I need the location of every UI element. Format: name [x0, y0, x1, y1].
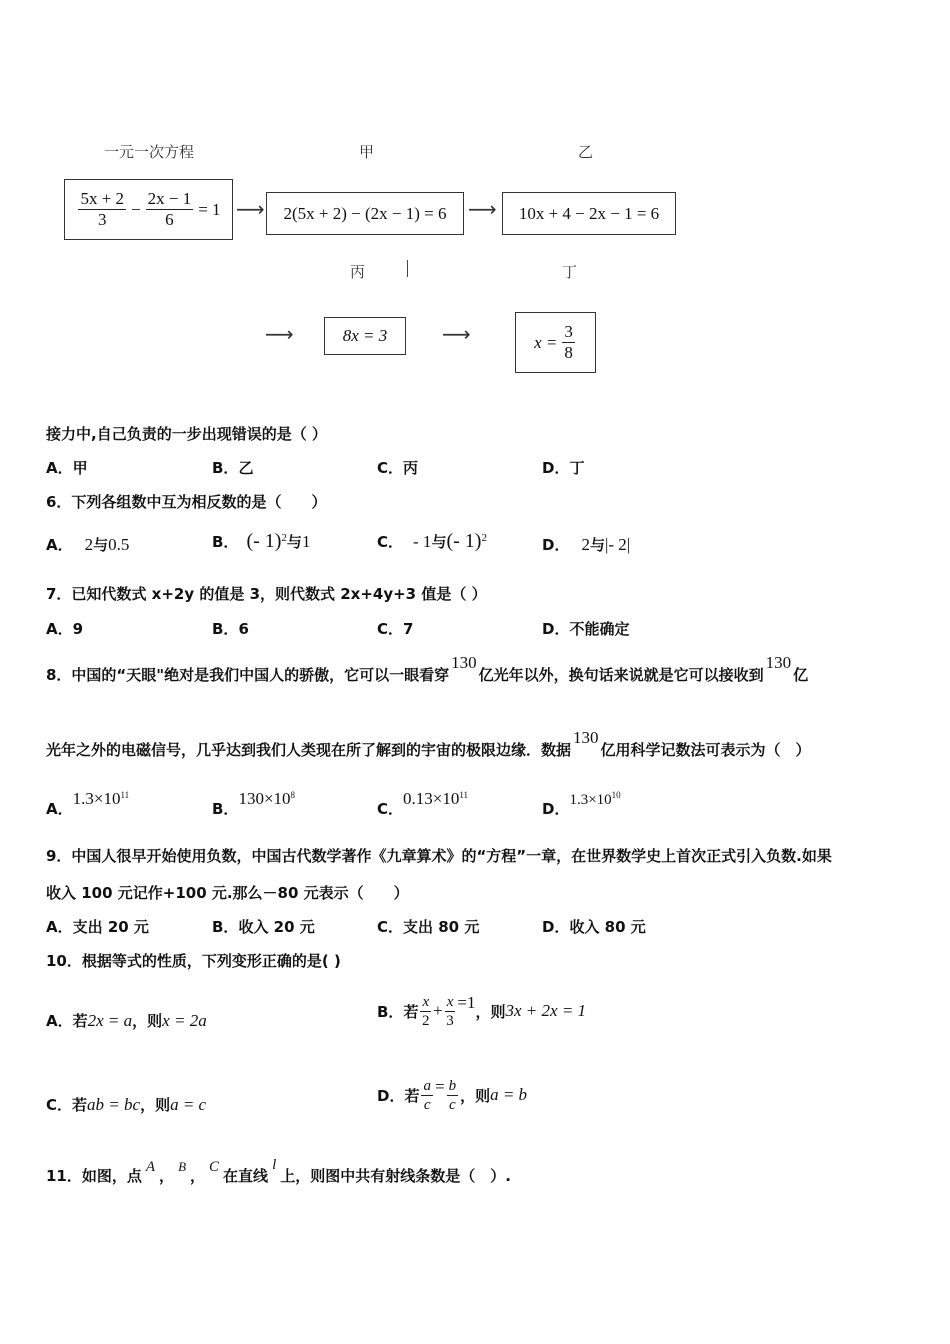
arrow-1: ⟶	[236, 197, 265, 221]
q10-option-d[interactable]: D． 若 $\frac{a}{c}$ = $\frac{b}{c}$ ，则 a = b	[377, 1077, 528, 1113]
box5-num: 3	[564, 322, 573, 341]
frac1-num: 5x + 2	[80, 189, 125, 208]
arrow-4: ⟶	[442, 322, 471, 346]
q10-option-c[interactable]: C．若ab = bc，则a = c	[46, 1095, 207, 1114]
frac2-num: 2x − 1	[147, 189, 192, 208]
frac1-den: 3	[97, 210, 107, 229]
q5-option-d[interactable]: D．丁	[542, 459, 585, 477]
q6-option-d[interactable]: D． 2与|- 2|	[542, 535, 631, 554]
box4-text: 8x = 3	[342, 326, 388, 345]
q6-option-c[interactable]: C． - 1与(- 1)$^2$	[377, 530, 487, 552]
q9-line1: 9．中国人很早开始使用负数，中国古代数学著作《九章算术》的“方程”一章，在世界数学史上首次正式引入负数.如果	[46, 847, 832, 865]
q5-stem: 接力中,自己负责的一步出现错误的是（ ）	[46, 425, 327, 443]
frac2-den: 6	[165, 210, 174, 229]
equation-box-yi: 10x + 4 − 2x − 1 = 6	[502, 192, 676, 235]
q11-stem: 11．如图，点 A ，B， C 在直线l上，则图中共有射线条数是（ ）.	[46, 1157, 511, 1185]
q5-option-b[interactable]: B．乙	[212, 459, 254, 477]
label-yi: 乙	[578, 143, 594, 161]
q5-option-a[interactable]: A．甲	[46, 459, 88, 477]
q6-option-b[interactable]: B． (- 1)$^2$与1	[212, 530, 311, 552]
diagram-header: 一元一次方程	[104, 143, 195, 161]
q7-option-b[interactable]: B．6	[212, 620, 249, 638]
q8-line2: 光年之外的电磁信号，几乎达到我们人类现在所了解到的宇宙的极限边缘．数据130亿用科学记数法可表示为（ ）	[46, 728, 811, 759]
q6-option-a[interactable]: A． 2与0.5	[46, 535, 130, 554]
arrow-3: ⟶	[265, 322, 294, 346]
box5-lhs: x =	[534, 332, 558, 352]
q9-line2: 收入 100 元记作+100 元.那么－80 元表示（ ）	[46, 884, 409, 902]
q9-option-d[interactable]: D．收入 80 元	[542, 918, 646, 936]
equation-box-bing	[324, 317, 406, 355]
q10-stem: 10．根据等式的性质，下列变形正确的是( )	[46, 952, 341, 970]
equation-box-ding	[515, 312, 596, 373]
q7-stem: 7．已知代数式 x+2y 的值是 3，则代数式 2x+4y+3 值是（ ）	[46, 585, 487, 603]
q9-option-a[interactable]: A．支出 20 元	[46, 918, 149, 936]
label-ding: 丁	[562, 263, 578, 281]
q6-stem: 6．下列各组数中互为相反数的是（ ）	[46, 493, 327, 511]
q7-option-d[interactable]: D．不能确定	[542, 620, 630, 638]
q7-option-a[interactable]: A．9	[46, 620, 84, 638]
q10-option-a[interactable]: A．若2x = a，则x = 2a	[46, 1011, 207, 1030]
q8-option-b[interactable]: B．$130\times 10^8$	[212, 789, 296, 818]
q9-option-c[interactable]: C．支出 80 元	[377, 918, 480, 936]
q5-option-c[interactable]: C．丙	[377, 459, 419, 477]
minus-op: −	[131, 199, 141, 219]
q8-option-c[interactable]: C．$0.13\times 10^{11}$	[377, 789, 469, 818]
equation-box-original	[64, 179, 233, 240]
label-bing: 丙	[350, 263, 366, 281]
label-jia: 甲	[359, 143, 375, 161]
q9-option-b[interactable]: B．收入 20 元	[212, 918, 315, 936]
q8-option-d[interactable]: D．$1.3\times 10^{10}$	[542, 790, 621, 818]
divider	[407, 260, 408, 277]
rhs: = 1	[198, 199, 221, 219]
equation-box-jia: 2(5x + 2) − (2x − 1) = 6	[266, 192, 464, 235]
q7-option-c[interactable]: C．7	[377, 620, 414, 638]
box5-den: 8	[564, 343, 573, 362]
arrow-2: ⟶	[468, 197, 497, 221]
q10-option-b[interactable]: B． 若 $\frac{x}{2}$ + $\frac{x}{3}$ =1 ，则 3x + 2x = 1	[377, 993, 587, 1029]
q8-line1: 8．中国的“天眼"绝对是我们中国人的骄傲，它可以一眼看穿130亿光年以外，换句话来说就是它可以接收到130亿	[46, 653, 809, 684]
q8-option-a[interactable]: A．$1.3\times 10^{11}$	[46, 789, 130, 818]
